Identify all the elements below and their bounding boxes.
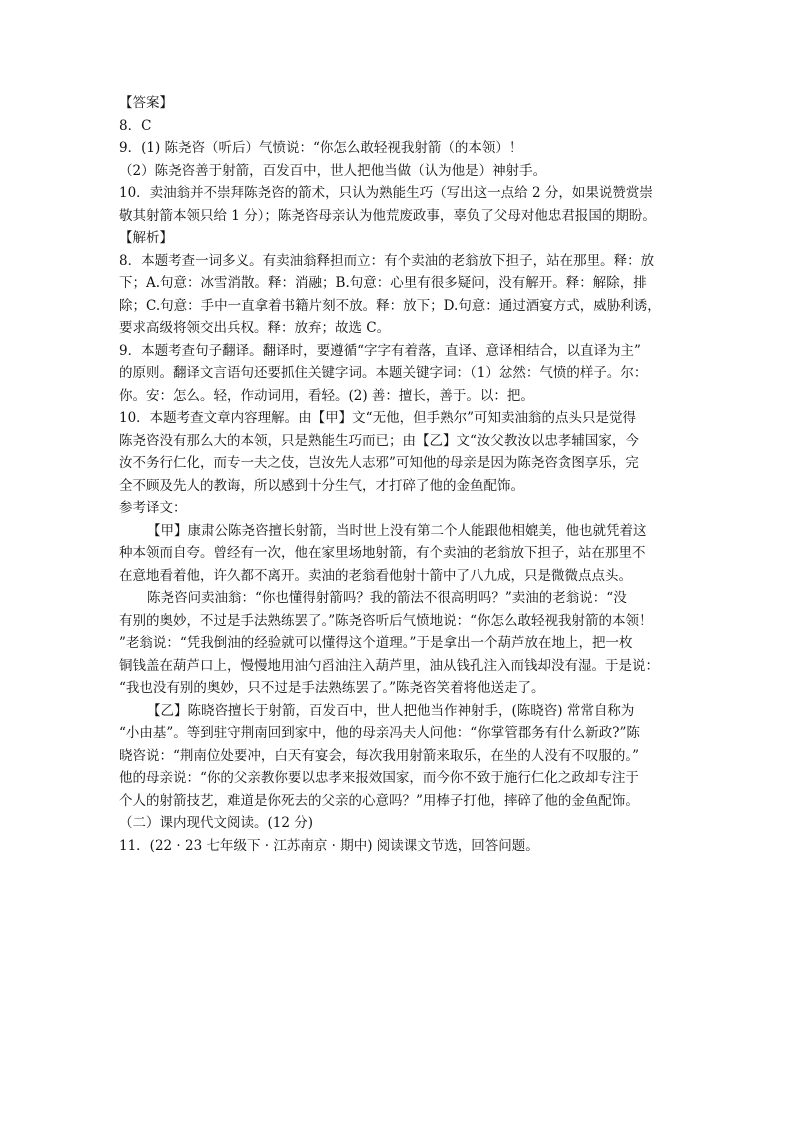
text-line: “我也没有别的奥妙，只不过是手法熟练罢了。”陈尧咨笑着将他送走了。 xyxy=(119,680,545,696)
text-line: 陈尧咨问卖油翁：“你也懂得射箭吗？我的箭法不很高明吗？”卖油的老翁说：“没 xyxy=(147,590,627,606)
text-line: 你。安：怎么。轻，作动词用，看轻。(2) 善：擅长，善于。以：把。 xyxy=(119,387,534,404)
text-line: 在意地看着他，许久都不离开。卖油的老翁看他射十箭中了八九成，只是微微点点头。 xyxy=(119,567,632,584)
text-line: 9．本题考查句子翻译。翻译时，要遵循“字字有着落，直译、意译相结合，以直译为主” xyxy=(119,342,641,359)
text-line: 的原则。翻译文言语句还要抓住关键字词。本题关键字词：（1）忿然：气愤的样子。尔： xyxy=(119,365,648,381)
text-line: 除；C.句意：手中一直拿着书籍片刻不放。释：放下；D.句意：通过酒宴方式，威胁利诱， xyxy=(119,297,661,314)
text-line: 铜钱盖在葫芦口上，慢慢地用油勺舀油注入葫芦里，油从钱孔注入而钱却没有湿。于是说： xyxy=(119,657,659,674)
text-line: 10．本题考查文章内容理解。由【甲】文“无他，但手熟尔”可知卖油翁的点头只是觉得 xyxy=(119,410,636,426)
text-line: 全不顾及先人的教诲，所以感到十分生气，才打碎了他的金鱼配饰。 xyxy=(119,477,524,494)
text-line: （2）陈尧咨善于射箭，百发百中，世人把他当做（认为他是）神射手。 xyxy=(119,162,547,179)
text-line: 个人的射箭技艺，难道是你死去的父亲的心意吗？”用棒子打他，摔碎了他的金鱼配饰。 xyxy=(119,792,639,809)
text-line: ”老翁说：“凭我倒油的经验就可以懂得这个道理。”于是拿出一个葫芦放在地上，把一枚 xyxy=(119,635,633,651)
text-line: 敬其射箭本领只给 1 分）；陈尧咨母亲认为他荒废政事，辜负了父母对他忠君报国的期盼。 xyxy=(119,207,656,224)
text-line: 10．卖油翁并不崇拜陈尧咨的箭术，只认为熟能生巧（写出这一点给 2 分，如果说赞赏崇 xyxy=(119,185,653,201)
text-line: 有别的奥妙，不过是手法熟练罢了。”陈尧咨听后气愤地说：“你怎么敢轻视我射箭的本领！ xyxy=(119,612,653,629)
text-line: 【甲】康肃公陈尧咨擅长射箭，当时世上没有第二个人能跟他相媲美，他也就凭着这 xyxy=(147,522,647,539)
text-line: 参考译文： xyxy=(119,500,187,516)
text-line: （二）课内现代文阅读。(12 分) xyxy=(119,815,314,831)
text-line: 【乙】陈晓咨擅长于射箭，百发百中，世人把他当作神射手，(陈晓咨) 常常自称为 xyxy=(147,702,635,719)
text-line: 汝不务行仁化，而专一夫之伎，岂汝先人志邪”可知他的母亲是因为陈尧咨贪图享乐，完 xyxy=(119,455,639,471)
text-line: 要求高级将领交出兵权。释：放弃；故选 C。 xyxy=(119,320,391,336)
text-line: 下；A.句意：冰雪消散。释：消融；B.句意：心里有很多疑问，没有解开。释：解除，排 xyxy=(119,275,647,291)
document-body xyxy=(119,92,679,857)
text-line: 他的母亲说：“你的父亲教你要以忠孝来报效国家，而今你不致于施行仁化之政却专注于 xyxy=(119,770,639,786)
text-line: 8．本题考查一词多义。有卖油翁释担而立：有个卖油的老翁放下担子，站在那里。释：放 xyxy=(119,252,655,269)
text-line: 晓咨说：“荆南位处要冲，白天有宴会，每次我用射箭来取乐，在坐的人没有不叹服的。” xyxy=(119,747,640,764)
text-line: 9．(1) 陈尧咨（听后）气愤说：“你怎么敢轻视我射箭（的本领）！ xyxy=(119,140,523,156)
text-line: 种本领而自夸。曾经有一次，他在家里场地射箭，有个卖油的老翁放下担子，站在那里不 xyxy=(119,545,646,561)
text-line: 【解析】 xyxy=(119,230,173,246)
text-line: 11．(22 · 23 七年级下 · 江苏南京 · 期中) 阅读课文节选，回答问题。 xyxy=(119,837,539,854)
text-line: “小由基”。等到驻守荆南回到家中，他的母亲冯夫人问他：“你掌管郡务有什么新政?”陈 xyxy=(119,725,640,741)
text-line: 8．C xyxy=(119,117,152,134)
text-line: 陈尧咨没有那么大的本领，只是熟能生巧而已；由【乙】文“汝父教汝以忠孝辅国家，今 xyxy=(119,432,639,449)
text-line: 【答案】 xyxy=(119,95,173,111)
